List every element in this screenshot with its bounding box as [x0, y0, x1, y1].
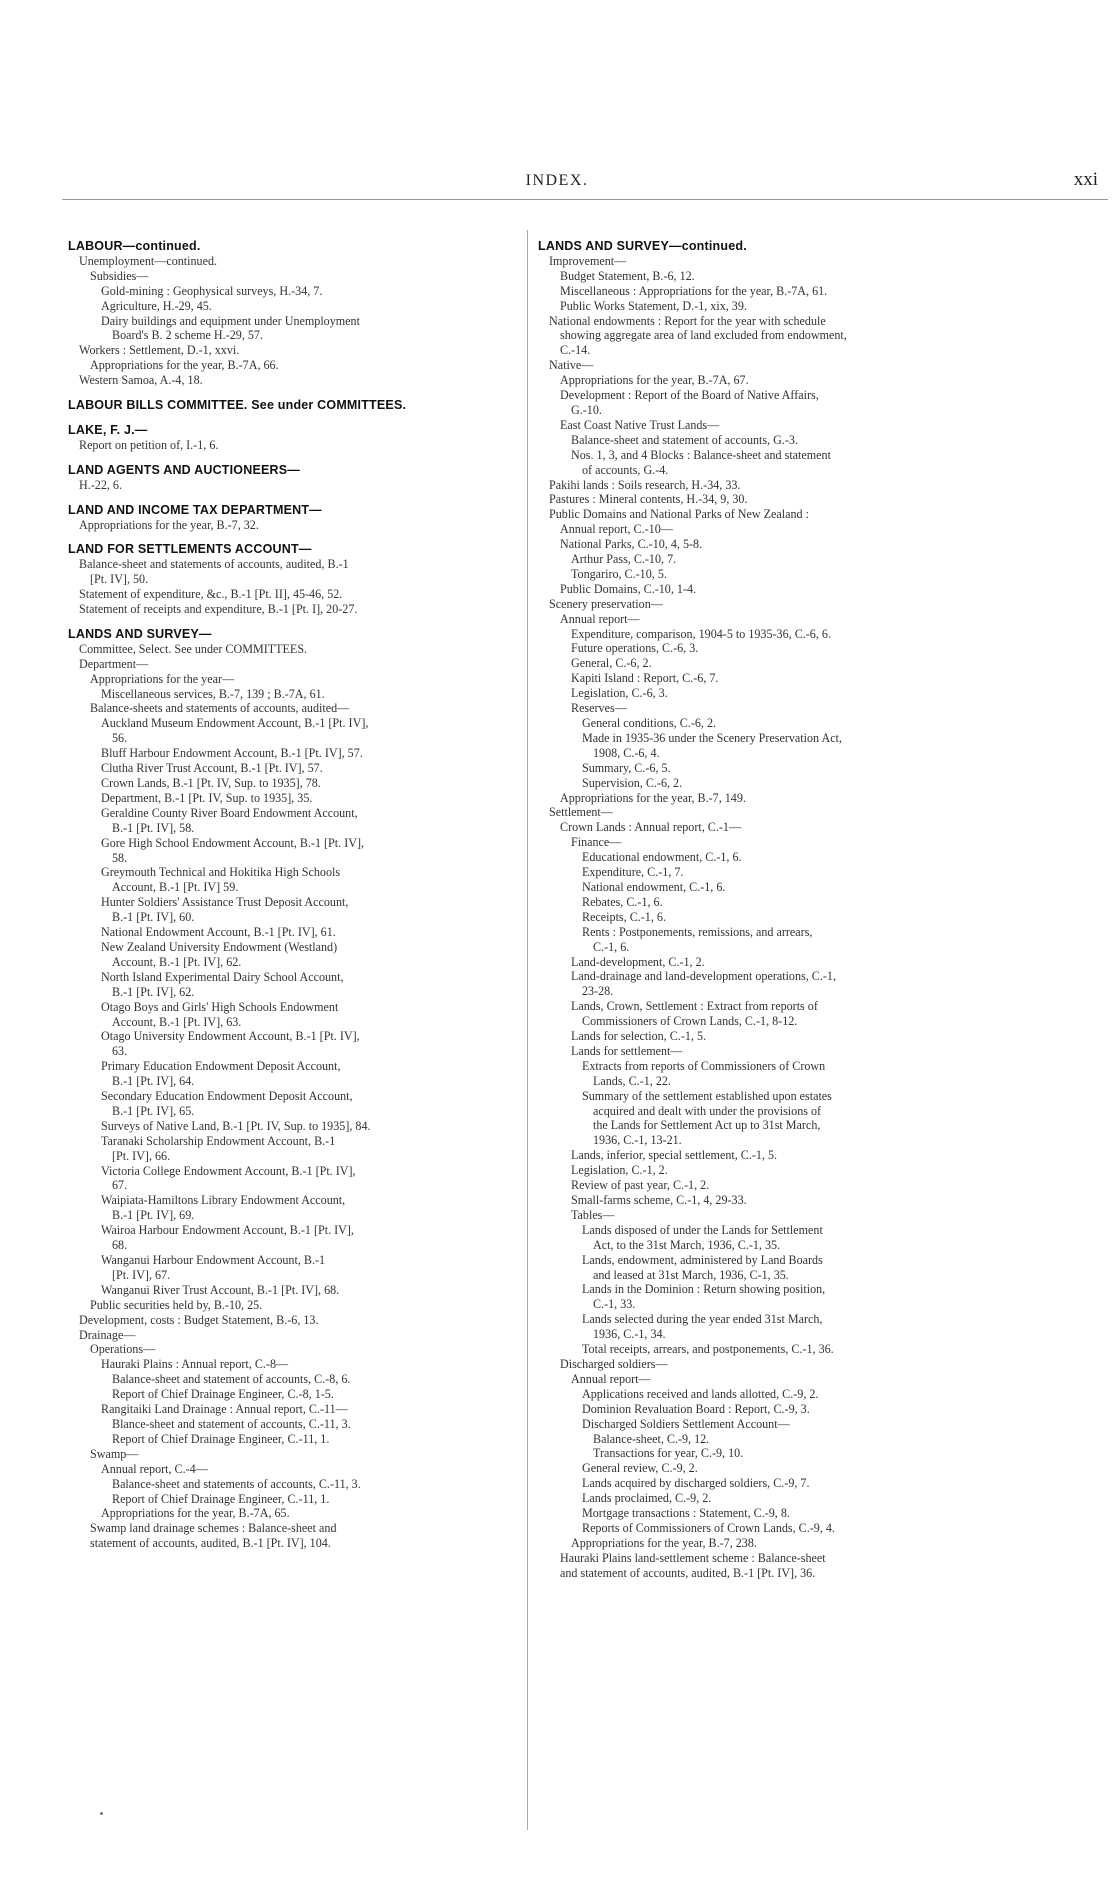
index-entry: Miscellaneous : Appropriations for the year, B.-7A, 61.: [560, 283, 828, 298]
index-entry: Swamp—: [90, 1446, 139, 1461]
index-entry: Lands, C.-1, 22.: [593, 1073, 671, 1088]
index-entry: and statement of accounts, audited, B.-1 [Pt. IV], 36.: [560, 1565, 816, 1580]
index-heading: LANDS AND SURVEY—continued.: [538, 239, 747, 253]
index-entry: Arthur Pass, C.-10, 7.: [571, 552, 677, 567]
index-entry: Report of Chief Drainage Engineer, C.-8, 1-5.: [112, 1387, 334, 1402]
index-entry: Secondary Education Endowment Deposit Account,: [101, 1089, 353, 1104]
index-entry: Statement of expenditure, &c., B.-1 [Pt. II], 45-46, 52.: [79, 587, 343, 602]
index-entry: Appropriations for the year, B.-7, 149.: [560, 790, 746, 805]
index-heading: LANDS AND SURVEY—: [68, 626, 212, 641]
index-entry: National endowments : Report for the year with schedule: [549, 313, 826, 328]
index-entry: Small-farms scheme, C.-1, 4, 29-33.: [571, 1193, 747, 1207]
index-entry: Land-development, C.-1, 2.: [571, 954, 705, 969]
index-entry: Greymouth Technical and Hokitika High Schools: [101, 865, 341, 880]
index-entry: Auckland Museum Endowment Account, B.-1 [Pt. IV],: [101, 716, 369, 731]
index-entry: Surveys of Native Land, B.-1 [Pt. IV, Sup. to 1935], 84.: [101, 1118, 371, 1133]
index-entry: Lands, endowment, administered by Land Boards: [582, 1252, 823, 1267]
index-entry: Extracts from reports of Commissioners of Crown: [582, 1058, 826, 1073]
index-entry: Act, to the 31st March, 1936, C.-1, 35.: [593, 1237, 781, 1252]
index-entry: Made in 1935-36 under the Scenery Preservation Act,: [582, 730, 842, 745]
index-entry: East Coast Native Trust Lands—: [560, 417, 720, 432]
header-rule: [62, 199, 1108, 200]
index-entry: Otago University Endowment Account, B.-1 [Pt. IV],: [101, 1029, 360, 1044]
index-entry: Drainage—: [79, 1327, 136, 1342]
page-speck: [100, 1812, 103, 1815]
column-divider: [527, 230, 528, 1830]
index-entry: the Lands for Settlement Act up to 31st March,: [593, 1118, 821, 1133]
index-entry: Bluff Harbour Endowment Account, B.-1 [Pt. IV], 57.: [101, 746, 363, 761]
index-entry: Lands proclaimed, C.-9, 2.: [582, 1491, 712, 1506]
index-entry: Lands, Crown, Settlement : Extract from reports of: [571, 999, 818, 1014]
index-entry: Transactions for year, C.-9, 10.: [593, 1446, 744, 1461]
index-entry: [Pt. IV], 66.: [112, 1148, 171, 1163]
index-entry: Total receipts, arrears, and postponements, C.-1, 36.: [582, 1342, 834, 1357]
index-entry: 68.: [112, 1238, 128, 1253]
index-entry: 56.: [112, 731, 128, 746]
index-entry: 23-28.: [582, 984, 614, 999]
index-entry: General review, C.-9, 2.: [582, 1461, 698, 1476]
index-entry: Finance—: [571, 835, 622, 850]
index-entry: North Island Experimental Dairy School Account,: [101, 969, 344, 984]
index-entry: Appropriations for the year, B.-7A, 67.: [560, 373, 749, 388]
index-entry: Commissioners of Crown Lands, C.-1, 8-12.: [582, 1014, 798, 1029]
index-entry: Otago Boys and Girls' High Schools Endowment: [101, 999, 339, 1014]
index-heading: LABOUR BILLS COMMITTEE. See under COMMITTEES.: [68, 398, 407, 413]
index-entry: Educational endowment, C.-1, 6.: [582, 850, 742, 865]
index-entry: B.-1 [Pt. IV], 62.: [112, 984, 195, 999]
index-entry: Account, B.-1 [Pt. IV] 59.: [112, 880, 239, 895]
index-entry: 1908, C.-6, 4.: [593, 745, 660, 760]
index-entry: 63.: [112, 1044, 128, 1059]
index-heading: LAKE, F. J.—: [68, 422, 148, 437]
index-entry: Scenery preservation—: [549, 596, 663, 611]
index-entry: Legislation, C.-6, 3.: [571, 686, 668, 701]
page-title: INDEX.: [525, 172, 589, 189]
index-column-right: [538, 239, 948, 1581]
index-entry: Report on petition of, I.-1, 6.: [79, 437, 219, 452]
index-entry: B.-1 [Pt. IV], 58.: [112, 820, 195, 835]
index-entry: Account, B.-1 [Pt. IV], 63.: [112, 1014, 242, 1029]
index-entry: Miscellaneous services, B.-7, 139 ; B.-7A, 61.: [101, 686, 325, 701]
index-entry: General conditions, C.-6, 2.: [582, 716, 717, 730]
index-entry: showing aggregate area of land excluded from endowment,: [560, 328, 847, 343]
index-entry: Lands, inferior, special settlement, C.-1, 5.: [571, 1148, 778, 1163]
index-entry: Taranaki Scholarship Endowment Account, B.-1: [101, 1133, 336, 1148]
index-entry: Gold-mining : Geophysical surveys, H.-34, 7.: [101, 283, 323, 298]
index-entry: Balance-sheet and statements of accounts, C.-11, 3.: [112, 1476, 361, 1491]
index-entry: Pakihi lands : Soils research, H.-34, 33.: [549, 477, 741, 492]
index-entry: Expenditure, C.-1, 7.: [582, 865, 684, 880]
index-entry: Blance-sheet and statement of accounts, C.-11, 3.: [112, 1416, 351, 1431]
index-entry: Subsidies—: [90, 268, 149, 283]
index-entry: Crown Lands, B.-1 [Pt. IV, Sup. to 1935], 78.: [101, 776, 321, 790]
index-entry: B.-1 [Pt. IV], 69.: [112, 1208, 195, 1223]
index-entry: Report of Chief Drainage Engineer, C.-11, 1.: [112, 1431, 330, 1446]
index-entry: Improvement—: [549, 253, 627, 268]
index-entry: Appropriations for the year, B.-7, 32.: [79, 517, 259, 532]
index-entry: Wairoa Harbour Endowment Account, B.-1 [Pt. IV],: [101, 1223, 354, 1238]
index-entry: Reports of Commissioners of Crown Lands, C.-9, 4.: [582, 1520, 835, 1535]
index-entry: Mortgage transactions : Statement, C.-9, 8.: [582, 1506, 790, 1521]
index-entry: 1936, C.-1, 34.: [593, 1327, 666, 1342]
index-entry: Legislation, C.-1, 2.: [571, 1163, 668, 1178]
index-entry: Dairy buildings and equipment under Unemployment: [101, 313, 360, 328]
index-entry: H.-22, 6.: [79, 477, 122, 492]
index-entry: Budget Statement, B.-6, 12.: [560, 268, 695, 283]
index-entry: Western Samoa, A.-4, 18.: [79, 373, 203, 388]
index-entry: National endowment, C.-1, 6.: [582, 879, 726, 894]
index-entry: Hauraki Plains land-settlement scheme : Balance-sheet: [560, 1550, 826, 1565]
index-entry: Rents : Postponements, remissions, and arrears,: [582, 924, 813, 939]
index-entry: of accounts, G.-4.: [582, 462, 669, 477]
index-entry: C.-14.: [560, 343, 591, 358]
index-entry: General, C.-6, 2.: [571, 656, 652, 671]
index-entry: Committee, Select. See under COMMITTEES.: [79, 641, 308, 656]
index-entry: Public securities held by, B.-10, 25.: [90, 1297, 263, 1312]
index-entry: National Endowment Account, B.-1 [Pt. IV], 61.: [101, 925, 336, 940]
index-entry: [Pt. IV], 50.: [90, 572, 149, 587]
index-entry: Hauraki Plains : Annual report, C.-8—: [101, 1357, 289, 1372]
index-entry: Lands in the Dominion : Return showing position,: [582, 1282, 826, 1297]
index-entry: Expenditure, comparison, 1904-5 to 1935-36, C.-6, 6.: [571, 626, 831, 641]
index-entry: Annual report, C.-10—: [560, 522, 673, 537]
index-entry: Agriculture, H.-29, 45.: [101, 298, 212, 313]
index-entry: Supervision, C.-6, 2.: [582, 775, 683, 790]
index-entry: Public Domains and National Parks of New Zealand :: [549, 507, 809, 522]
index-entry: Rebates, C.-1, 6.: [582, 894, 663, 909]
index-entry: Development, costs : Budget Statement, B.-6, 13.: [79, 1312, 319, 1327]
index-entry: Lands for settlement—: [571, 1043, 683, 1058]
index-entry: Balance-sheet and statements of accounts, audited, B.-1: [79, 557, 349, 572]
index-entry: Reserves—: [571, 701, 627, 716]
index-entry: Gore High School Endowment Account, B.-1 [Pt. IV],: [101, 835, 365, 850]
index-entry: Development : Report of the Board of Native Affairs,: [560, 388, 819, 403]
index-entry: Board's B. 2 scheme H.-29, 57.: [112, 328, 263, 343]
index-entry: Wanganui River Trust Account, B.-1 [Pt. IV], 68.: [101, 1282, 340, 1297]
index-entry: C.-1, 33.: [593, 1297, 636, 1312]
index-entry: Review of past year, C.-1, 2.: [571, 1178, 710, 1193]
index-entry: Wanganui Harbour Endowment Account, B.-1: [101, 1253, 326, 1267]
index-entry: Lands for selection, C.-1, 5.: [571, 1029, 707, 1044]
index-entry: Appropriations for the year, B.-7, 238.: [571, 1535, 757, 1550]
index-entry: Account, B.-1 [Pt. IV], 62.: [112, 954, 242, 969]
index-entry: Report of Chief Drainage Engineer, C.-11, 1.: [112, 1491, 330, 1506]
index-entry: Lands disposed of under the Lands for Settlement: [582, 1222, 823, 1237]
index-entry: Balance-sheet, C.-9, 12.: [593, 1431, 710, 1446]
index-entry: Settlement—: [549, 805, 613, 820]
index-entry: Lands selected during the year ended 31st March,: [582, 1312, 823, 1327]
index-entry: Department, B.-1 [Pt. IV, Sup. to 1935], 35.: [101, 790, 313, 805]
index-heading: LAND FOR SETTLEMENTS ACCOUNT—: [68, 542, 312, 557]
index-entry: Balance-sheets and statements of accounts, audited—: [90, 701, 350, 716]
index-heading: LAND AND INCOME TAX DEPARTMENT—: [68, 502, 322, 517]
index-entry: Rangitaiki Land Drainage : Annual report, C.-11—: [101, 1402, 348, 1417]
index-heading: LAND AGENTS AND AUCTIONEERS—: [68, 462, 300, 477]
page-number: xxi: [1073, 169, 1098, 190]
index-entry: Primary Education Endowment Deposit Account,: [101, 1059, 341, 1074]
index-entry: Applications received and lands allotted, C.-9, 2.: [582, 1386, 819, 1401]
index-entry: New Zealand University Endowment (Westland): [101, 939, 338, 954]
index-entry: Receipts, C.-1, 6.: [582, 909, 666, 924]
index-entry: Summary, C.-6, 5.: [582, 760, 671, 775]
index-entry: National Parks, C.-10, 4, 5-8.: [560, 537, 703, 552]
index-entry: B.-1 [Pt. IV], 65.: [112, 1103, 195, 1118]
index-entry: Crown Lands : Annual report, C.-1—: [560, 820, 742, 835]
index-entry: Waipiata-Hamiltons Library Endowment Account,: [101, 1193, 346, 1208]
index-entry: acquired and dealt with under the provisions of: [593, 1103, 822, 1118]
index-entry: Public Domains, C.-10, 1-4.: [560, 581, 697, 596]
index-entry: Pastures : Mineral contents, H.-34, 9, 30.: [549, 492, 748, 507]
index-entry: Dominion Revaluation Board : Report, C.-9, 3.: [582, 1401, 810, 1416]
index-entry: and leased at 31st March, 1936, C-1, 35.: [593, 1267, 789, 1282]
index-entry: Kapiti Island : Report, C.-6, 7.: [571, 671, 719, 686]
index-entry: Land-drainage and land-development operations, C.-1,: [571, 969, 836, 984]
index-entry: Summary of the settlement established upon estates: [582, 1088, 832, 1103]
index-entry: Unemployment—continued.: [79, 253, 218, 268]
index-entry: 67.: [112, 1178, 128, 1193]
index-entry: B.-1 [Pt. IV], 60.: [112, 910, 195, 925]
index-entry: Discharged soldiers—: [560, 1356, 668, 1371]
index-entry: Department—: [79, 656, 149, 671]
index-entry: Nos. 1, 3, and 4 Blocks : Balance-sheet and statement: [571, 447, 831, 462]
index-column-left: [68, 239, 478, 1551]
index-entry: Appropriations for the year—: [90, 671, 235, 686]
index-entry: Clutha River Trust Account, B.-1 [Pt. IV], 57.: [101, 761, 323, 776]
index-entry: [Pt. IV], 67.: [112, 1267, 171, 1282]
index-entry: Balance-sheet and statement of accounts, C.-8, 6.: [112, 1372, 351, 1387]
index-entry: Statement of receipts and expenditure, B.-1 [Pt. I], 20-27.: [79, 602, 358, 617]
index-entry: 1936, C.-1, 13-21.: [593, 1133, 682, 1148]
index-entry: Appropriations for the year, B.-7A, 65.: [101, 1506, 290, 1521]
index-entry: Operations—: [90, 1342, 156, 1357]
index-entry: Geraldine County River Board Endowment Account,: [101, 805, 358, 820]
index-entry: Victoria College Endowment Account, B.-1 [Pt. IV],: [101, 1163, 356, 1178]
index-entry: Hunter Soldiers' Assistance Trust Deposit Account,: [101, 895, 349, 910]
index-entry: Annual report—: [571, 1371, 651, 1386]
index-entry: C.-1, 6.: [593, 939, 630, 954]
index-entry: 58.: [112, 850, 128, 865]
index-entry: Annual report, C.-4—: [101, 1461, 208, 1476]
index-entry: Public Works Statement, D.-1, xix, 39.: [560, 298, 747, 313]
index-entry: Appropriations for the year, B.-7A, 66.: [90, 358, 279, 373]
index-heading: LABOUR—continued.: [68, 239, 201, 253]
index-entry: B.-1 [Pt. IV], 64.: [112, 1074, 195, 1089]
index-entry: Swamp land drainage schemes : Balance-sheet and: [90, 1521, 337, 1536]
index-entry: Balance-sheet and statement of accounts, G.-3.: [571, 432, 799, 447]
index-entry: Discharged Soldiers Settlement Account—: [582, 1416, 790, 1431]
index-entry: G.-10.: [571, 402, 602, 417]
index-entry: Tongariro, C.-10, 5.: [571, 566, 667, 581]
index-entry: Tables—: [571, 1207, 615, 1222]
index-entry: Future operations, C.-6, 3.: [571, 641, 699, 656]
index-entry: Lands acquired by discharged soldiers, C.-9, 7.: [582, 1476, 810, 1491]
index-entry: statement of accounts, audited, B.-1 [Pt. IV], 104.: [90, 1536, 331, 1551]
index-entry: Workers : Settlement, D.-1, xxvi.: [79, 343, 240, 358]
index-entry: Annual report—: [560, 611, 640, 626]
index-entry: Native—: [549, 358, 594, 373]
